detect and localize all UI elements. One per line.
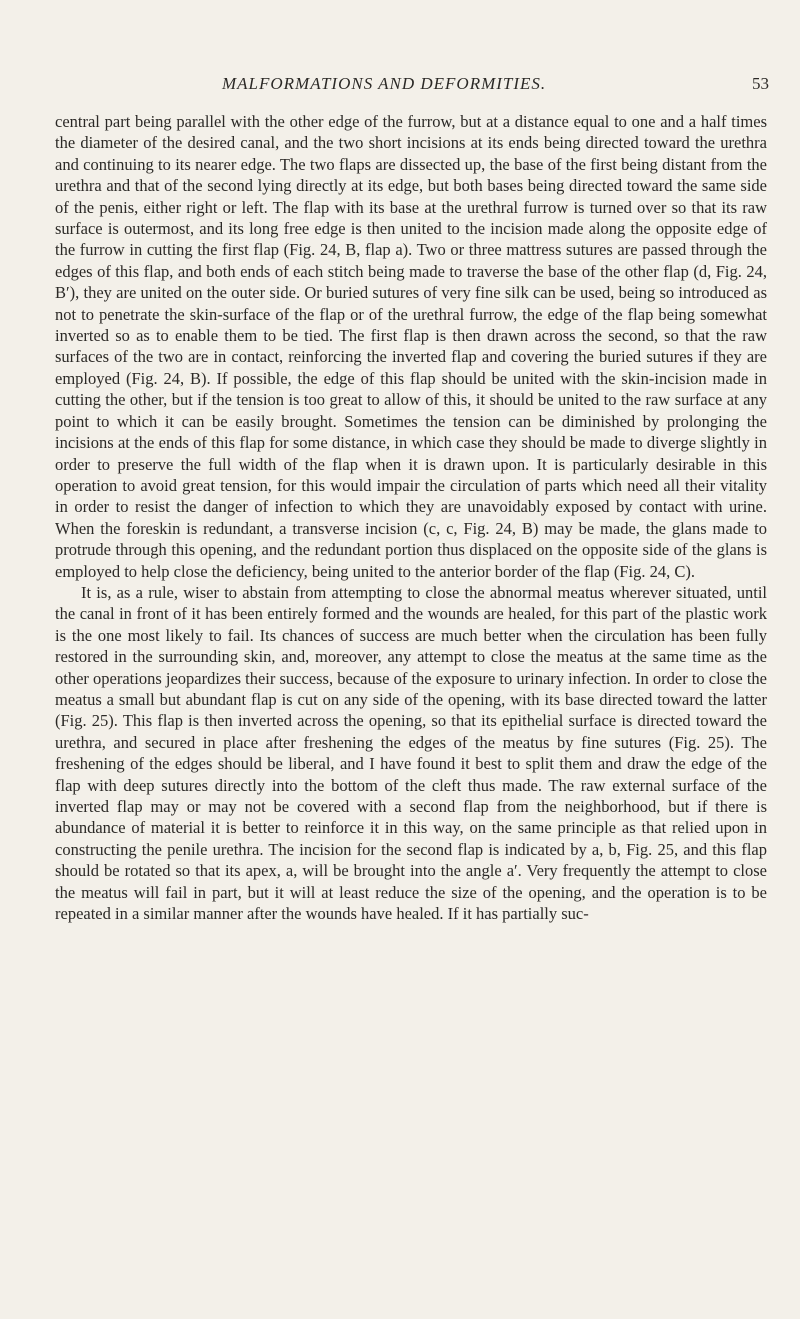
running-head bbox=[0, 74, 800, 96]
running-title: MALFORMATIONS AND DEFORMITIES. bbox=[222, 74, 547, 93]
page-number: 53 bbox=[752, 74, 769, 93]
body-text bbox=[55, 111, 767, 924]
paragraph: central part being parallel with the other edge of the furrow, but at a distance equal to one and a half times the diameter of the desired canal, and the two short incisions at its ends being directed toward the urethra and continuing to its nearer edge. The two flaps are dissected up, the base of the first being distant from the urethra and that of the second lying directly at its edge, but both bases being directed toward the same side of the penis, either right or left. The flap with its base at the urethral furrow is turned over so that its raw surface is outermost, and its long free edge is then united to the incision made along the opposite edge of the furrow in cutting the first flap (Fig. 24, B, flap a). Two or three mattress sutures are passed through the edges of this flap, and both ends of each stitch being made to traverse the base of the other flap (d, Fig. 24, B′), they are united on the outer side. Or buried sutures of very fine silk can be used, being so introduced as not to penetrate the skin-surface of the flap or of the urethral furrow, the edge of the flap being somewhat inverted so as to enable them to be tied. The first flap is then drawn across the second, so that the raw surfaces of the two are in contact, reinforcing the inverted flap and covering the buried sutures if they are employed (Fig. 24, B). If possible, the edge of this flap should be united with the skin-incision made in cutting the other, but if the tension is too great to allow of this, it should be united to the raw surface at any point to which it can be easily brought. Sometimes the tension can be diminished by prolonging the incisions at the ends of this flap for some distance, in which case they should be made to diverge slightly in order to preserve the full width of the flap when it is drawn upon. It is particularly desirable in this operation to avoid great tension, for this would impair the circulation of parts which need all their vitality in order to resist the danger of infection to which they are unavoidably exposed by contact with urine. When the foreskin is redundant, a transverse incision (c, c, Fig. 24, B) may be made, the glans made to protrude through this opening, and the redundant portion thus displaced on the opposite side of the glans is employed to help close the deficiency, being united to the anterior border of the flap (Fig. 24, C). bbox=[55, 112, 767, 581]
paragraph: It is, as a rule, wiser to abstain from attempting to close the abnormal meatus wherever situated, until the canal in front of it has been entirely formed and the wounds are healed, for this part of the plastic work is the one most likely to fail. Its chances of success are much better when the circulation has been fully restored in the surrounding skin, and, moreover, any attempt to close the meatus at the same time as the other operations jeopardizes their success, because of the exposure to urinary infection. In order to close the meatus a small but abundant flap is cut on any side of the opening, with its base directed toward the latter (Fig. 25). This flap is then inverted across the opening, so that its epithelial surface is directed toward the urethra, and secured in place after freshening the edges of the meatus by fine sutures (Fig. 25). The freshening of the edges should be liberal, and I have found it best to split them and draw the edge of the flap with deep sutures directly into the bottom of the cleft thus made. The raw external surface of the inverted flap may or may not be covered with a second flap from the neighborhood, but if there is abundance of material it is better to reinforce it in this way, on the same principle as that relied upon in constructing the penile urethra. The incision for the second flap is indicated by a, b, Fig. 25, and this flap should be rotated so that its apex, a, will be brought into the angle a′. Very frequently the attempt to close the meatus will fail in part, but it will at least reduce the size of the opening, and the operation is to be repeated in a similar manner after the wounds have healed. If it has partially suc- bbox=[55, 582, 767, 924]
